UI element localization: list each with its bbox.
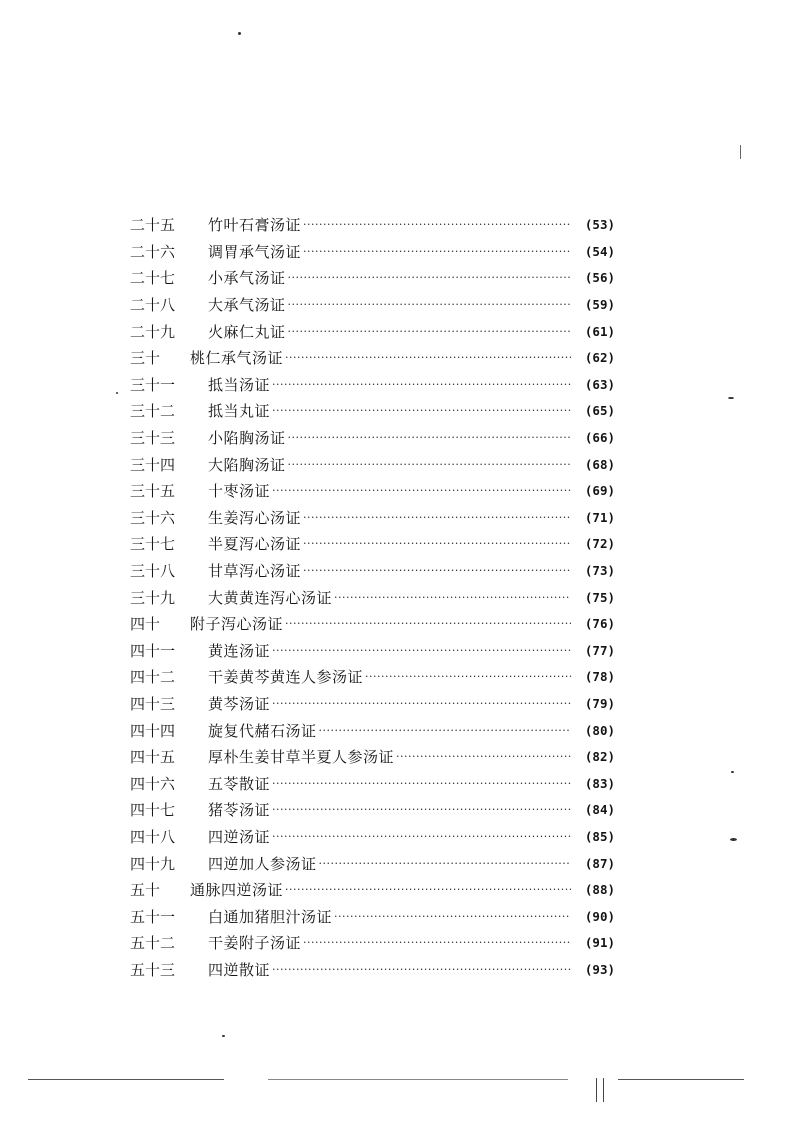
toc-entry-page: (87) (584, 855, 615, 871)
toc-entry-page: (90) (584, 908, 615, 924)
scan-speck (222, 1035, 225, 1037)
toc-entry-title: 大陷胸汤证 (208, 455, 286, 474)
toc-dot-leader (272, 827, 571, 847)
toc-entry-number: 四十七 (130, 801, 176, 820)
toc-entry-title: 抵当丸证 (208, 402, 271, 421)
toc-dot-leader (272, 774, 571, 794)
toc-dot-leader (334, 588, 571, 608)
toc-entry (130, 957, 615, 984)
toc-entry (130, 318, 615, 345)
toc-entry-number: 四十 (130, 615, 161, 634)
toc-entry-title: 竹叶石膏汤证 (208, 216, 302, 235)
toc-entry-page: (72) (584, 536, 615, 552)
toc-entry-title: 干姜黄芩黄连人参汤证 (208, 668, 364, 687)
toc-entry-number: 四十一 (130, 641, 176, 660)
toc-dot-leader (272, 960, 571, 980)
toc-entry-page: (78) (584, 669, 615, 685)
toc-entry-page: (84) (584, 802, 615, 818)
toc-entry-title: 调胃承气汤证 (208, 242, 302, 261)
toc-entry-title: 甘草泻心汤证 (208, 562, 302, 581)
footer-rule (618, 1079, 744, 1080)
toc-entry-number: 四十八 (130, 827, 176, 846)
toc-entry (130, 877, 615, 904)
toc-entry-title: 猪苓汤证 (208, 801, 271, 820)
toc-entry-page: (93) (584, 961, 615, 977)
toc-entry-page: (68) (584, 456, 615, 472)
toc-entry (130, 292, 615, 319)
toc-entry-number: 三十九 (130, 588, 176, 607)
toc-entry-page: (71) (584, 509, 615, 525)
toc-dot-leader (288, 428, 571, 448)
toc-dot-leader (303, 534, 571, 554)
toc-entry (130, 638, 615, 665)
toc-entry-title: 通脉四逆汤证 (190, 881, 284, 900)
toc-entry-page: (79) (584, 695, 615, 711)
toc-dot-leader (396, 747, 571, 767)
toc-entry-page: (59) (584, 297, 615, 313)
toc-entry-page: (73) (584, 563, 615, 579)
toc-entry-title: 五苓散证 (208, 774, 271, 793)
toc-entry-page: (85) (584, 828, 615, 844)
toc-dot-leader (272, 800, 571, 820)
toc-entry-number: 四十四 (130, 721, 176, 740)
toc-entry (130, 558, 615, 585)
toc-entry-title: 干姜附子汤证 (208, 934, 302, 953)
toc-entry-title: 白通加猪胆汁汤证 (208, 907, 333, 926)
toc-dot-leader (334, 907, 571, 927)
toc-entry-page: (66) (584, 430, 615, 446)
toc-entry (130, 239, 615, 266)
toc-entry-title: 火麻仁丸证 (208, 322, 286, 341)
toc-entry-number: 三十一 (130, 375, 176, 394)
toc-entry-number: 二十五 (130, 216, 176, 235)
toc-entry-page: (76) (584, 616, 615, 632)
toc-entry-page: (61) (584, 323, 615, 339)
toc-entry (130, 584, 615, 611)
toc-entry (130, 903, 615, 930)
toc-entry-number: 二十九 (130, 322, 176, 341)
scan-speck (728, 397, 734, 399)
toc-entry (130, 478, 615, 505)
toc-entry-number: 四十六 (130, 774, 176, 793)
toc-entry (130, 265, 615, 292)
toc-entry-title: 大承气汤证 (208, 296, 286, 315)
toc-entry (130, 930, 615, 957)
toc-dot-leader (288, 295, 571, 315)
toc-entry-page: (75) (584, 589, 615, 605)
toc-dot-leader (303, 508, 571, 528)
toc-entry (130, 451, 615, 478)
toc-entry (130, 505, 615, 532)
toc-entry (130, 398, 615, 425)
toc-entry-number: 三十八 (130, 562, 176, 581)
toc-entry-title: 十枣汤证 (208, 482, 271, 501)
toc-entry-number: 四十五 (130, 748, 176, 767)
toc-entry-page: (80) (584, 722, 615, 738)
toc-entry (130, 770, 615, 797)
toc-entry-page: (69) (584, 483, 615, 499)
toc-dot-leader (319, 854, 571, 874)
toc-entry-number: 四十九 (130, 854, 176, 873)
toc-entry-page: (56) (584, 270, 615, 286)
toc-entry (130, 664, 615, 691)
toc-entry (130, 425, 615, 452)
toc-dot-leader (288, 268, 571, 288)
toc-entry-title: 桃仁承气汤证 (190, 349, 284, 368)
toc-dot-leader (303, 242, 571, 262)
toc-dot-leader (288, 322, 571, 342)
footer-rule (268, 1079, 568, 1080)
toc-entry-title: 半夏泻心汤证 (208, 535, 302, 554)
toc-entry-page: (62) (584, 350, 615, 366)
toc-entry-title: 附子泻心汤证 (190, 615, 284, 634)
toc-entry-title: 大黄黄连泻心汤证 (208, 588, 333, 607)
toc-entry-title: 旋复代赭石汤证 (208, 721, 317, 740)
scan-edge-mark (740, 145, 741, 159)
toc-entry-number: 五十 (130, 881, 161, 900)
toc-entry-page: (88) (584, 882, 615, 898)
toc-dot-leader (303, 561, 571, 581)
toc-entry (130, 611, 615, 638)
toc-entry-number: 二十八 (130, 296, 176, 315)
toc-entry-page: (77) (584, 642, 615, 658)
toc-dot-leader (272, 375, 571, 395)
toc-entry-number: 三十 (130, 349, 161, 368)
toc-entry-number: 三十二 (130, 402, 176, 421)
toc-entry-page: (54) (584, 243, 615, 259)
toc-entry (130, 531, 615, 558)
toc-entry-number: 五十二 (130, 934, 176, 953)
toc-entry-number: 五十一 (130, 907, 176, 926)
toc-entry-number: 四十三 (130, 694, 176, 713)
toc-dot-leader (288, 455, 571, 475)
toc-dot-leader (303, 215, 571, 235)
scan-speck (116, 392, 118, 394)
toc-entry (130, 691, 615, 718)
toc-entry (130, 717, 615, 744)
toc-entry-title: 厚朴生姜甘草半夏人参汤证 (208, 748, 395, 767)
toc-entry-title: 小陷胸汤证 (208, 429, 286, 448)
toc-entry-title: 抵当汤证 (208, 375, 271, 394)
scan-speck (730, 838, 737, 841)
toc-dot-leader (303, 933, 571, 953)
toc-entry (130, 797, 615, 824)
toc-entry-page: (91) (584, 935, 615, 951)
toc-dot-leader (319, 721, 571, 741)
scan-speck (238, 32, 241, 35)
page-number-marker (594, 1078, 608, 1102)
toc-entry-title: 黄连汤证 (208, 641, 271, 660)
toc-entry-title: 黄芩汤证 (208, 694, 271, 713)
toc-entry-title: 四逆汤证 (208, 827, 271, 846)
toc-entry-number: 三十四 (130, 455, 176, 474)
toc-entry (130, 345, 615, 372)
toc-entry-number: 三十三 (130, 429, 176, 448)
toc-entry-number: 三十五 (130, 482, 176, 501)
toc-dot-leader (285, 348, 571, 368)
toc-entry (130, 850, 615, 877)
toc-entry-title: 生姜泻心汤证 (208, 508, 302, 527)
table-of-contents (130, 212, 615, 983)
toc-entry-title: 四逆加人参汤证 (208, 854, 317, 873)
toc-dot-leader (365, 667, 571, 687)
toc-entry-title: 小承气汤证 (208, 269, 286, 288)
footer-rule (28, 1079, 224, 1080)
toc-entry (130, 372, 615, 399)
toc-entry-page: (63) (584, 376, 615, 392)
toc-entry-number: 三十七 (130, 535, 176, 554)
toc-dot-leader (272, 481, 571, 501)
toc-dot-leader (285, 880, 571, 900)
toc-entry-page: (82) (584, 749, 615, 765)
toc-entry-number: 四十二 (130, 668, 176, 687)
scan-speck (731, 771, 734, 773)
toc-dot-leader (272, 401, 571, 421)
toc-entry-number: 三十六 (130, 508, 176, 527)
toc-dot-leader (285, 614, 571, 634)
toc-entry-number: 二十六 (130, 242, 176, 261)
toc-entry-title: 四逆散证 (208, 960, 271, 979)
toc-dot-leader (272, 694, 571, 714)
toc-entry-number: 二十七 (130, 269, 176, 288)
toc-dot-leader (272, 641, 571, 661)
toc-entry (130, 824, 615, 851)
toc-entry-number: 五十三 (130, 960, 176, 979)
toc-entry-page: (83) (584, 775, 615, 791)
toc-entry (130, 744, 615, 771)
toc-entry (130, 212, 615, 239)
toc-entry-page: (65) (584, 403, 615, 419)
toc-entry-page: (53) (584, 217, 615, 233)
